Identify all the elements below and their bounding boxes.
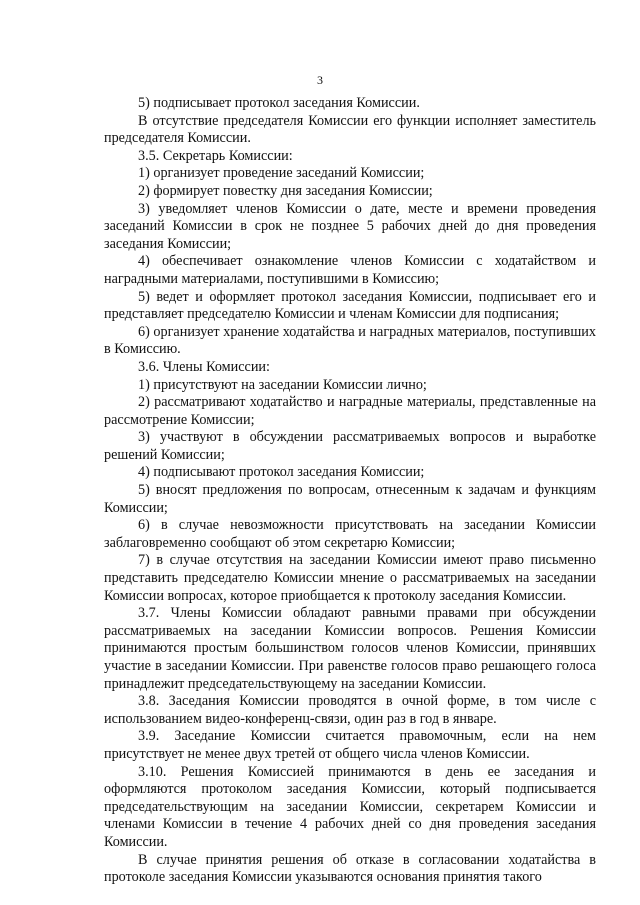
paragraph: 5) подписывает протокол заседания Комиссии. bbox=[138, 95, 420, 111]
paragraph: 3.6. Члены Комиссии: bbox=[138, 358, 270, 375]
paragraph: 4) подписывают протокол заседания Комиссии; bbox=[138, 464, 425, 481]
paragraph: В отсутствие председателя Комиссии его функции исполняет заместитель председателя Комиссии. bbox=[104, 112, 596, 147]
document-body bbox=[104, 95, 596, 887]
paragraph: 1) организует проведение заседаний Комиссии; bbox=[138, 165, 425, 182]
paragraph: 6) в случае невозможности присутствовать на заседании Комиссии заблаговременно сообщают об этом секретарю Комиссии; bbox=[104, 517, 596, 551]
paragraph: 3) участвуют в обсуждении рассматриваемых вопросов и выработке решений Комиссии; bbox=[104, 429, 596, 463]
paragraph: 3.7. Члены Комиссии обладают равными правами при обсуждении рассматриваемых на заседании Комиссии вопросов. Решения Комиссии принимаются простым большинством голосов членов Комиссии, принявших участие в заседании Комиссии. При равенстве голосов право решающего голоса принадлежит председательствующему на заседании Комиссии. bbox=[104, 605, 596, 692]
paragraph: В случае принятия решения об отказе в согласовании ходатайства в протоколе заседания Комиссии указываются основания принятия такого bbox=[104, 851, 596, 886]
paragraph: 1) присутствуют на заседании Комиссии лично; bbox=[138, 376, 427, 393]
paragraph: 7) в случае отсутствия на заседании Комиссии имеют право письменно представить председателю Комиссии мнение о рассматриваемых на заседании Комиссии вопросах, которое приобщается к протоколу заседания Комиссии. bbox=[104, 552, 596, 604]
paragraph: 3.5. Секретарь Комиссии: bbox=[138, 147, 293, 164]
page-number: 3 bbox=[317, 73, 323, 87]
paragraph: 5) ведет и оформляет протокол заседания Комиссии, подписывает его и представляет председателю Комиссии и членам Комиссии для подписания; bbox=[104, 288, 596, 323]
paragraph: 5) вносят предложения по вопросам, отнесенным к задачам и функциям Комиссии; bbox=[104, 482, 596, 516]
paragraph: 3.9. Заседание Комиссии считается правомочным, если на нем присутствует не менее двух третей от общего числа членов Комиссии. bbox=[104, 728, 596, 762]
paragraph: 2) рассматривают ходатайство и наградные материалы, представленные на рассмотрение Комиссии; bbox=[104, 394, 596, 428]
paragraph: 3.10. Решения Комиссией принимаются в день ее заседания и оформляются протоколом заседания Комиссии, который подписывается председательствующим на заседании Комиссии, секретарем Комиссии и членами Комиссии в течение 4 рабочих дней со дня проведения заседания Комиссии. bbox=[104, 763, 596, 850]
paragraph: 4) обеспечивает ознакомление членов Комиссии с ходатайством и наградными материалами, поступившими в Комиссию; bbox=[104, 253, 596, 287]
paragraph: 2) формирует повестку дня заседания Комиссии; bbox=[138, 182, 433, 199]
paragraph: 3.8. Заседания Комиссии проводятся в очной форме, в том числе с использованием видео-конференц-связи, один раз в год в январе. bbox=[104, 693, 596, 727]
paragraph: 6) организует хранение ходатайства и наградных материалов, поступивших в Комиссию. bbox=[104, 323, 596, 358]
paragraph: 3) уведомляет членов Комиссии о дате, месте и времени проведения заседаний Комиссии в срок не позднее 5 рабочих дней до дня проведения заседания Комиссии; bbox=[104, 200, 596, 252]
